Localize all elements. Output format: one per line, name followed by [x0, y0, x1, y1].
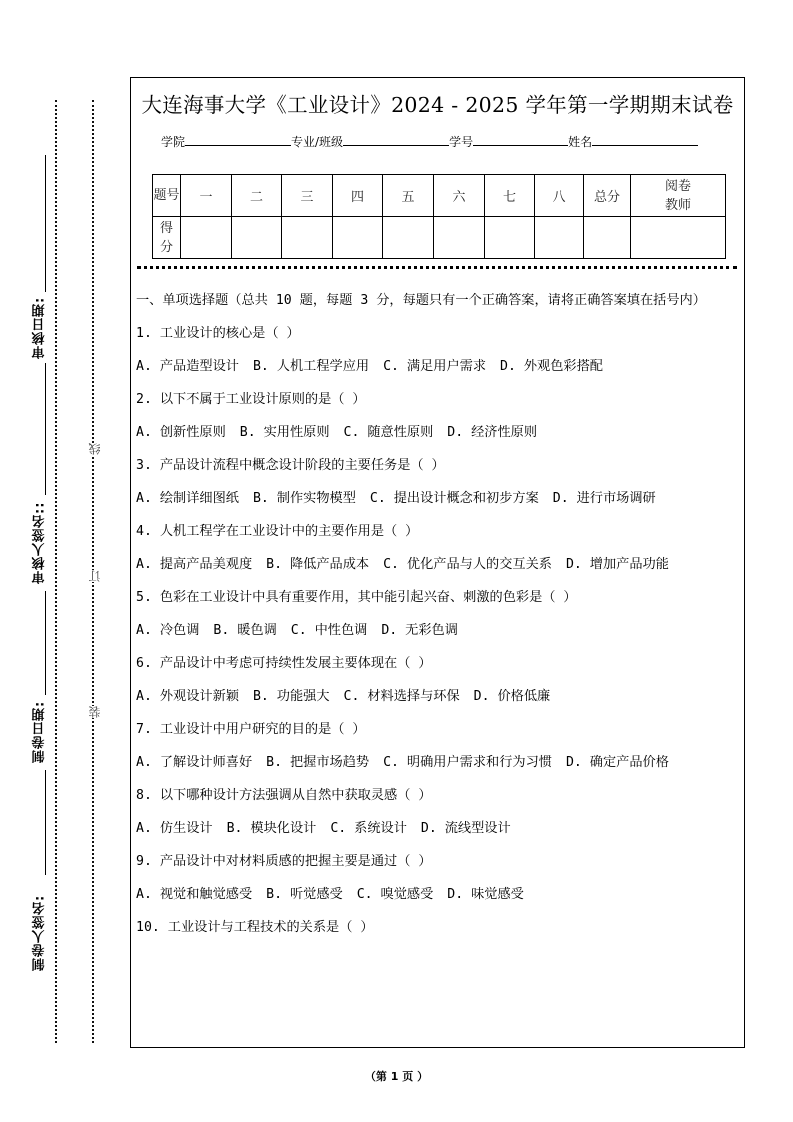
option-c: C. 提出设计概念和初步方案 — [369, 491, 539, 506]
page-number: （第 1 页 ） — [364, 1070, 429, 1083]
question-stem: 1. 工业设计的核心是（ ） — [136, 326, 300, 341]
score-cell[interactable] — [383, 217, 434, 259]
option-a: A. 外观设计新颖 — [136, 689, 239, 704]
student-id-field[interactable] — [473, 133, 568, 146]
option-d: D. 流线型设计 — [420, 821, 511, 836]
column-header: 五 — [383, 175, 434, 217]
option-b: B. 人机工程学应用 — [252, 359, 370, 374]
option-a: A. 冷色调 — [136, 623, 200, 638]
exam-page-frame — [130, 77, 745, 1048]
question-options — [136, 620, 738, 642]
dotted-separator — [137, 266, 737, 269]
signature-line-reviewer — [45, 363, 46, 495]
signature-line-review-date — [45, 155, 46, 292]
option-b: B. 功能强大 — [252, 689, 330, 704]
signature-line-preparer — [45, 770, 46, 875]
question-options — [136, 884, 738, 906]
question-stem: 10. 工业设计与工程技术的关系是（ ） — [136, 920, 374, 935]
option-d: D. 确定产品价格 — [565, 755, 669, 770]
score-table — [152, 174, 726, 259]
question-number-row — [153, 175, 726, 217]
score-cell-total[interactable] — [584, 217, 631, 259]
score-cell[interactable] — [232, 217, 282, 259]
reviewer-signature-label: 审核人签名:: — [32, 501, 48, 585]
name-label: 姓名 — [568, 135, 593, 149]
signature-line-prep-date — [45, 591, 46, 695]
score-cell[interactable] — [333, 217, 383, 259]
question-stem: 3. 产品设计流程中概念设计阶段的主要任务是（ ） — [136, 458, 445, 473]
option-c: C. 优化产品与人的交互关系 — [383, 557, 552, 572]
question-stem: 6. 产品设计中考虑可持续性发展主要体现在（ ） — [136, 656, 432, 671]
score-cell-grader[interactable] — [631, 217, 726, 259]
option-d: D. 经济性原则 — [447, 425, 538, 440]
option-b: B. 暖色调 — [213, 623, 277, 638]
section-single-choice — [136, 290, 738, 950]
exam-title: 大连海事大学《工业设计》2024 - 2025 学年第一学期期末试卷 — [141, 93, 734, 117]
option-b: B. 模块化设计 — [226, 821, 317, 836]
binding-mark-staple: 订 — [88, 570, 102, 582]
column-header: 总分 — [584, 175, 631, 217]
column-header: 六 — [434, 175, 485, 217]
question-options — [136, 554, 738, 576]
option-d: D. 增加产品功能 — [565, 557, 669, 572]
option-c: C. 随意性原则 — [343, 425, 434, 440]
row-label-question-number: 题号 — [153, 175, 181, 217]
option-d: D. 味觉感受 — [447, 887, 524, 902]
score-row — [153, 217, 726, 259]
prep-date-label: 制卷日期: — [32, 700, 48, 764]
score-cell[interactable] — [181, 217, 232, 259]
question-stem: 8. 以下哪种设计方法强调从自然中获取灵感（ ） — [136, 788, 432, 803]
column-header: 七 — [485, 175, 535, 217]
student-info-line — [161, 133, 698, 150]
score-cell[interactable] — [485, 217, 535, 259]
major-class-label: 专业/班级 — [291, 135, 344, 149]
column-header: 一 — [181, 175, 232, 217]
option-a: A. 了解设计师喜好 — [136, 755, 253, 770]
review-date-label: 审核日期: — [32, 296, 48, 360]
option-b: B. 降低产品成本 — [266, 557, 370, 572]
section-heading: 一、单项选择题（总共 10 题，每题 3 分，每题只有一个正确答案，请将正确答案填在括号内） — [136, 293, 706, 308]
option-a: A. 仿生设计 — [136, 821, 213, 836]
option-b: B. 实用性原则 — [239, 425, 330, 440]
column-header-grader: 阅卷教师 — [631, 175, 726, 217]
name-field[interactable] — [592, 133, 698, 146]
score-cell[interactable] — [535, 217, 584, 259]
column-header: 八 — [535, 175, 584, 217]
option-b: B. 听觉感受 — [266, 887, 343, 902]
option-c: C. 系统设计 — [330, 821, 407, 836]
question-options — [136, 422, 738, 444]
major-class-field[interactable] — [343, 133, 449, 146]
question-options — [136, 356, 738, 378]
preparer-signature-label: 制卷人签名: — [32, 894, 48, 972]
option-b: B. 制作实物模型 — [252, 491, 356, 506]
option-a: A. 产品造型设计 — [136, 359, 239, 374]
option-a: A. 视觉和触觉感受 — [136, 887, 253, 902]
question-stem: 7. 工业设计中用户研究的目的是（ ） — [136, 722, 366, 737]
column-header: 二 — [232, 175, 282, 217]
option-c: C. 中性色调 — [290, 623, 368, 638]
question-options — [136, 752, 738, 774]
option-d: D. 外观色彩搭配 — [500, 359, 603, 374]
question-stem: 4. 人机工程学在工业设计中的主要作用是（ ） — [136, 524, 419, 539]
option-d: D. 无彩色调 — [381, 623, 458, 638]
question-options — [136, 488, 738, 510]
college-label: 学院 — [161, 135, 186, 149]
column-header: 四 — [333, 175, 383, 217]
option-a: A. 绘制详细图纸 — [136, 491, 239, 506]
score-cell[interactable] — [282, 217, 333, 259]
option-c: C. 明确用户需求和行为习惯 — [383, 755, 552, 770]
column-header: 三 — [282, 175, 333, 217]
question-options — [136, 686, 738, 708]
binding-mark-line: 线 — [88, 443, 102, 455]
option-c: C. 材料选择与环保 — [343, 689, 460, 704]
row-label-score: 得分 — [153, 217, 181, 259]
option-a: A. 创新性原则 — [136, 425, 226, 440]
option-d: D. 价格低廉 — [473, 689, 551, 704]
college-field[interactable] — [185, 133, 291, 146]
student-id-label: 学号 — [449, 135, 474, 149]
option-c: C. 嗅觉感受 — [356, 887, 434, 902]
question-stem: 9. 产品设计中对材料质感的把握主要是通过（ ） — [136, 854, 432, 869]
question-stem: 2. 以下不属于工业设计原则的是（ ） — [136, 392, 366, 407]
binding-mark-bind: 装 — [88, 706, 102, 718]
option-a: A. 提高产品美观度 — [136, 557, 253, 572]
question-stem: 5. 色彩在工业设计中具有重要作用，其中能引起兴奋、刺激的色彩是（ ） — [136, 590, 577, 605]
option-c: C. 满足用户需求 — [383, 359, 487, 374]
score-cell[interactable] — [434, 217, 485, 259]
option-b: B. 把握市场趋势 — [266, 755, 370, 770]
option-d: D. 进行市场调研 — [552, 491, 656, 506]
question-options — [136, 818, 738, 840]
